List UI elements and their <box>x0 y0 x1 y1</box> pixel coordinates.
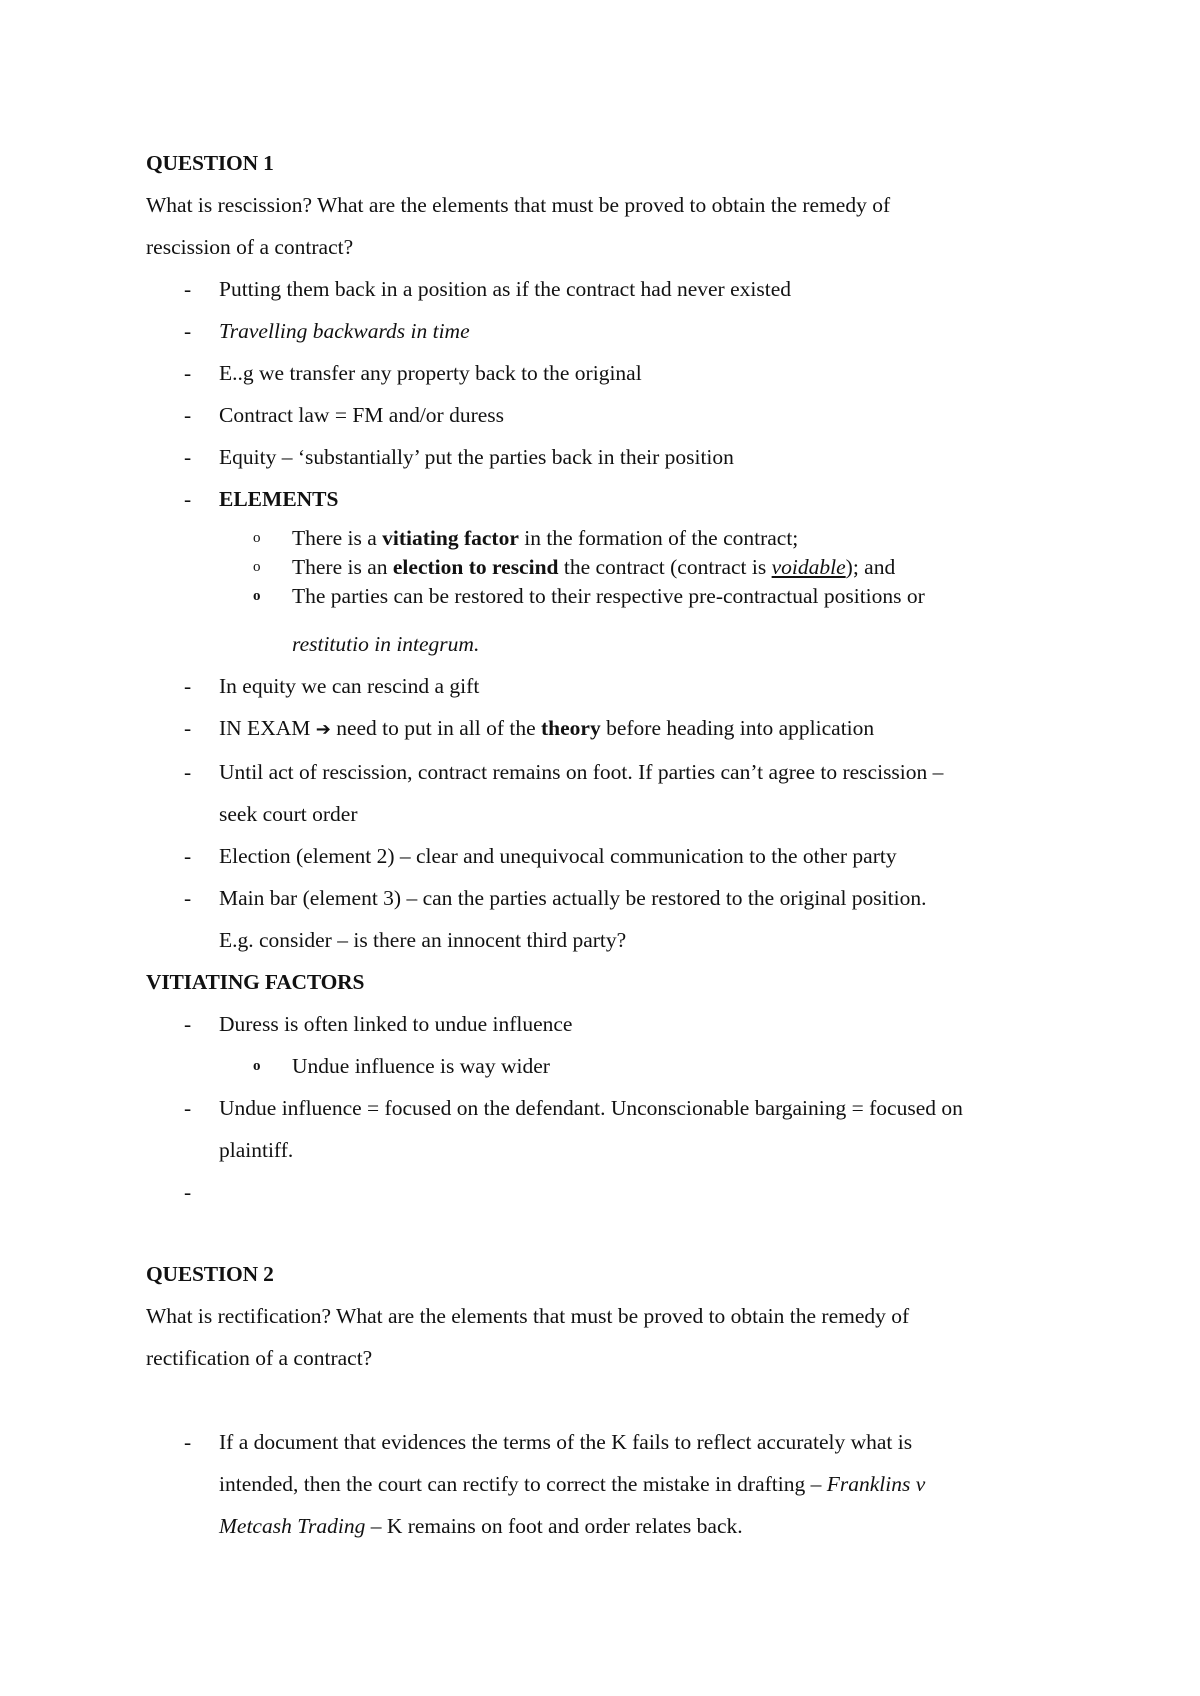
dash-marker: - <box>184 1096 192 1120</box>
list-item: - Contract law = FM and/or duress <box>146 394 1080 436</box>
dash-marker: - <box>184 403 192 427</box>
circle-bullet-icon: o <box>253 588 261 604</box>
dash-marker: - <box>184 716 192 740</box>
circle-bullet-icon: o <box>253 559 261 575</box>
list-item: - Undue influence = focused on the defendant. Unconscionable bargaining = focused on plaintiff. <box>146 1087 1080 1171</box>
circle-bullet-icon: o <box>253 1058 261 1074</box>
question-2-prompt-line-2: rectification of a contract? <box>146 1346 373 1370</box>
dash-marker: - <box>184 674 192 698</box>
question-1-prompt-line-2: rescission of a contract? <box>146 235 354 259</box>
dash-marker: - <box>184 445 192 469</box>
circle-bullet-icon: o <box>253 530 261 546</box>
list-item: - IN EXAM ➔ need to put in all of the theory before heading into application <box>146 707 1080 751</box>
list-item: - If a document that evidences the terms of the K fails to reflect accurately what is intended, then the court can rectify to correct the mistake in drafting – Franklins v Metcash Trading – K remains on foot and order relates back. <box>146 1421 1080 1547</box>
dash-marker: - <box>184 1012 192 1036</box>
list-item: - Duress is often linked to undue influence <box>146 1003 1080 1045</box>
list-item: - Election (element 2) – clear and unequivocal communication to the other party <box>146 835 1080 877</box>
dash-marker: - <box>184 760 192 784</box>
list-item: - In equity we can rescind a gift <box>146 665 1080 707</box>
vitiating-factors-heading: VITIATING FACTORS <box>146 970 365 994</box>
dash-marker: - <box>184 319 192 343</box>
element-3-continued: restitutio in integrum. <box>292 632 480 656</box>
right-arrow-icon: ➔ <box>315 719 331 740</box>
list-item: - Until act of rescission, contract remains on foot. If parties can’t agree to rescission – seek court order <box>146 751 1080 835</box>
element-2: o There is an election to rescind the contract (contract is voidable); and <box>146 553 1080 582</box>
list-item: - Putting them back in a position as if the contract had never existed <box>146 268 1080 310</box>
question-1-prompt <box>146 184 1080 268</box>
element-1: o There is a vitiating factor in the formation of the contract; <box>146 524 1080 553</box>
question-1-heading: QUESTION 1 <box>146 151 274 175</box>
dash-marker: - <box>184 1430 192 1454</box>
list-item: - E..g we transfer any property back to the original <box>146 352 1080 394</box>
list-item: - Main bar (element 3) – can the parties actually be restored to the original position. E.g. consider – is there an innocent third party? <box>146 877 1080 961</box>
dash-marker: - <box>184 361 192 385</box>
question-2-prompt-line-1: What is rectification? What are the elements that must be proved to obtain the remedy of <box>146 1304 910 1328</box>
dash-marker: - <box>184 277 192 301</box>
sub-list-item: o Undue influence is way wider <box>146 1045 1080 1087</box>
list-item: - Equity – ‘substantially’ put the parties back in their position <box>146 436 1080 478</box>
list-item: - Travelling backwards in time <box>146 310 1080 352</box>
question-2-prompt <box>146 1295 1080 1379</box>
empty-list-item <box>146 1171 1080 1213</box>
question-2-heading: QUESTION 2 <box>146 1262 274 1286</box>
dash-marker: - <box>184 487 192 511</box>
dash-marker: - <box>184 844 192 868</box>
dash-marker: - <box>184 886 192 910</box>
list-item-elements: - ELEMENTS <box>146 478 1080 520</box>
question-1-prompt-line-1: What is rescission? What are the elements that must be proved to obtain the remedy of <box>146 193 891 217</box>
dash-marker: - <box>184 1180 192 1204</box>
element-3: o The parties can be restored to their respective pre-contractual positions or <box>146 582 1080 611</box>
elements-list <box>146 524 1080 665</box>
